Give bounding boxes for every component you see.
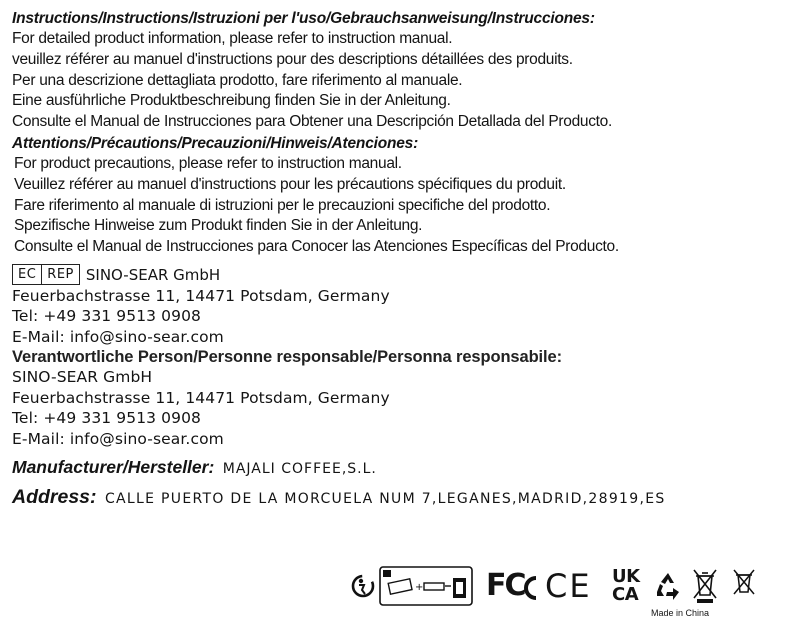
instructions-line-it: Per una descrizione dettagliata prodotto, fare riferimento al manuale. [12,71,463,89]
instructions-line-en: For detailed product information, please refer to instruction manual. [12,30,453,47]
responsible-heading: Verantwortliche Person/Personne responsable/Personna responsabile: [12,348,563,367]
responsible-address: Feuerbachstrasse 11, 14471 Potsdam, Germany [12,388,390,407]
ec-rep-address: Feuerbachstrasse 11, 14471 Potsdam, Germany [12,286,390,305]
recycle-icon [652,570,684,602]
attentions-heading: Attentions/Précautions/Precauzioni/Hinweis/Atenciones: [12,134,419,152]
svg-text:+: + [415,582,424,593]
attentions-line-en: For product precautions, please refer to instruction manual. [14,154,402,172]
rep-label: REP [41,265,79,284]
ukca-top: UK [612,566,640,587]
manufacturer-row [12,455,782,481]
attentions-line-fr: Veuillez référer au manuel d'instructions pour les précautions spécifiques du produit. [14,175,566,193]
instructions-line-fr: veuillez référer au manuel d'instructions pour des descriptions détaillées des produits. [12,50,573,68]
responsible-tel: Tel: +49 331 9513 0908 [12,409,201,428]
ec-label: EC [18,267,37,283]
fcc-c-icon [522,575,538,601]
crossed-bin-small-icon [732,568,756,596]
attentions-line-de: Spezifische Hinweise zum Produkt finden Sie in der Anleitung. [14,217,423,235]
responsible-email: E-Mail: info@sino-sear.com [12,429,224,448]
ce-mark: CE [545,567,592,605]
ec-rep-tel: Tel: +49 331 9513 0908 [12,307,201,326]
ukca-bottom: CA [612,584,639,605]
battery-disposal-icon [379,566,473,606]
ukca-mark [612,568,640,604]
ec-rep-email: E-Mail: info@sino-sear.com [12,327,224,346]
ec-rep-symbol [12,264,80,285]
address-value: CALLE PUERTO DE LA MORCUELA NUM 7,LEGANES,MADRID,28919,ES [104,491,666,508]
certification-symbols [350,565,770,625]
address-label: Address: [12,486,97,509]
made-in-china: Made in China [651,608,710,618]
ec-rep-row [12,264,782,286]
manufacturer-label: Manufacturer/Hersteller: [12,457,215,478]
instructions-line-es: Consulte el Manual de Instrucciones para Obtener una Descripción Detallada del Producto. [12,113,612,131]
attentions-line-it: Fare riferimento al manuale di istruzioni per le precauzioni specifiche del prodotto. [14,196,551,214]
label-document [12,8,782,512]
instructions-heading: Instructions/Instructions/Istruzioni per l'uso/Gebrauchsanweisung/Instrucciones: [12,10,595,27]
ec-rep-company: SINO-SEAR GmbH [85,265,221,284]
attentions-line-es: Consulte el Manual de Instrucciones para Conocer las Atenciones Específicas del Producto. [14,238,619,256]
fcc-logo: FC [486,568,525,603]
manufacturer-value: MAJALI COFFEE,S.L. [222,461,377,478]
responsible-company: SINO-SEAR GmbH [12,368,153,387]
person-recycle-icon [350,573,376,599]
crossed-bin-icon [692,568,718,604]
address-row [12,484,782,512]
instructions-line-de: Eine ausführliche Produktbeschreibung finden Sie in der Anleitung. [12,92,451,110]
